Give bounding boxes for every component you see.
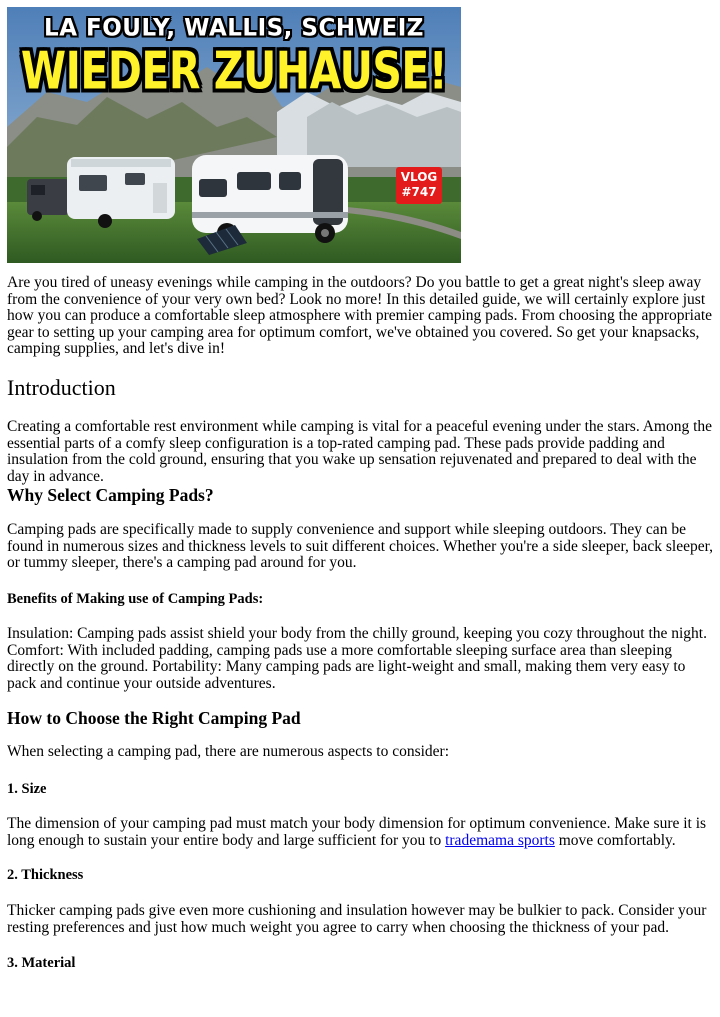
intro-paragraph: Are you tired of uneasy evenings while camping in the outdoors? Do you battle to get a great night's sleep away from the convenience of your very own bed? Look no more! In this detailed guide, we will certainly explore just how you can produce a comfortable sleep atmosphere with premier camping pads. From choosing the appropriate gear to setting up your camping area for optimum comfort, we've obtained you covered. So get your knapsacks, camping supplies, and let's dive in! xyxy=(7,274,713,358)
thickness-heading: 2. Thickness xyxy=(7,867,84,883)
introduction-heading: Introduction xyxy=(7,375,116,400)
thumbnail-title-text: WIEDER ZUHAUSE! xyxy=(20,41,448,101)
vlog-badge xyxy=(396,167,442,204)
camper-landscape-image xyxy=(7,7,461,263)
size-text-before-link: The dimension of your camping pad must match your body dimension for optimum convenience. Make sure it is long enough to sustain your entire body and large sufficient for you to xyxy=(7,815,707,849)
thickness-paragraph: Thicker camping pads give even more cushioning and insulation however may be bulkier to pack. Consider your resting preferences and just how much weight you agree to carry when choosing the thickness of your pad. xyxy=(7,902,707,936)
vlog-badge-number: #747 xyxy=(401,185,437,199)
benefits-paragraph: Insulation: Camping pads assist shield your body from the chilly ground, keeping you cozy throughout the night. Comfort: With included padding, camping pads use a more comfortable sleeping surface area than sleeping directly on the ground. Portability: Many camping pads are light-weight and small, making them very easy to pack and continue your outside adventures. xyxy=(7,625,707,692)
size-heading: 1. Size xyxy=(7,781,47,797)
introduction-paragraph: Creating a comfortable rest environment while camping is vital for a peaceful evening under the stars. Among the essential parts of a comfy sleep configuration is a top-rated camping pad. These pads provide padding and insulation from the cold ground, ensuring that you wake up sensation rejuvenated and prepared to deal with the day in advance. xyxy=(7,418,713,485)
how-to-choose-heading: How to Choose the Right Camping Pad xyxy=(7,708,301,728)
vlog-badge-label: VLOG xyxy=(400,170,438,184)
size-paragraph xyxy=(7,816,713,849)
size-text-after-link: move comfortably. xyxy=(554,831,676,849)
material-heading: 3. Material xyxy=(7,955,76,971)
why-select-heading: Why Select Camping Pads? xyxy=(7,485,214,505)
thumbnail-location-text: LA FOULY, WALLIS, SCHWEIZ xyxy=(44,14,424,42)
why-select-paragraph: Camping pads are specifically made to supply convenience and support while sleeping outdoors. They can be found in numerous sizes and thickness levels to suit different choices. Whether you're a side sleeper, back sleeper, or tummy sleeper, there's a camping pad around for you. xyxy=(7,521,714,572)
how-to-choose-paragraph: When selecting a camping pad, there are numerous aspects to consider: xyxy=(7,743,450,760)
trademama-sports-link[interactable]: trademama sports xyxy=(445,831,555,849)
benefits-heading: Benefits of Making use of Camping Pads: xyxy=(7,591,264,607)
